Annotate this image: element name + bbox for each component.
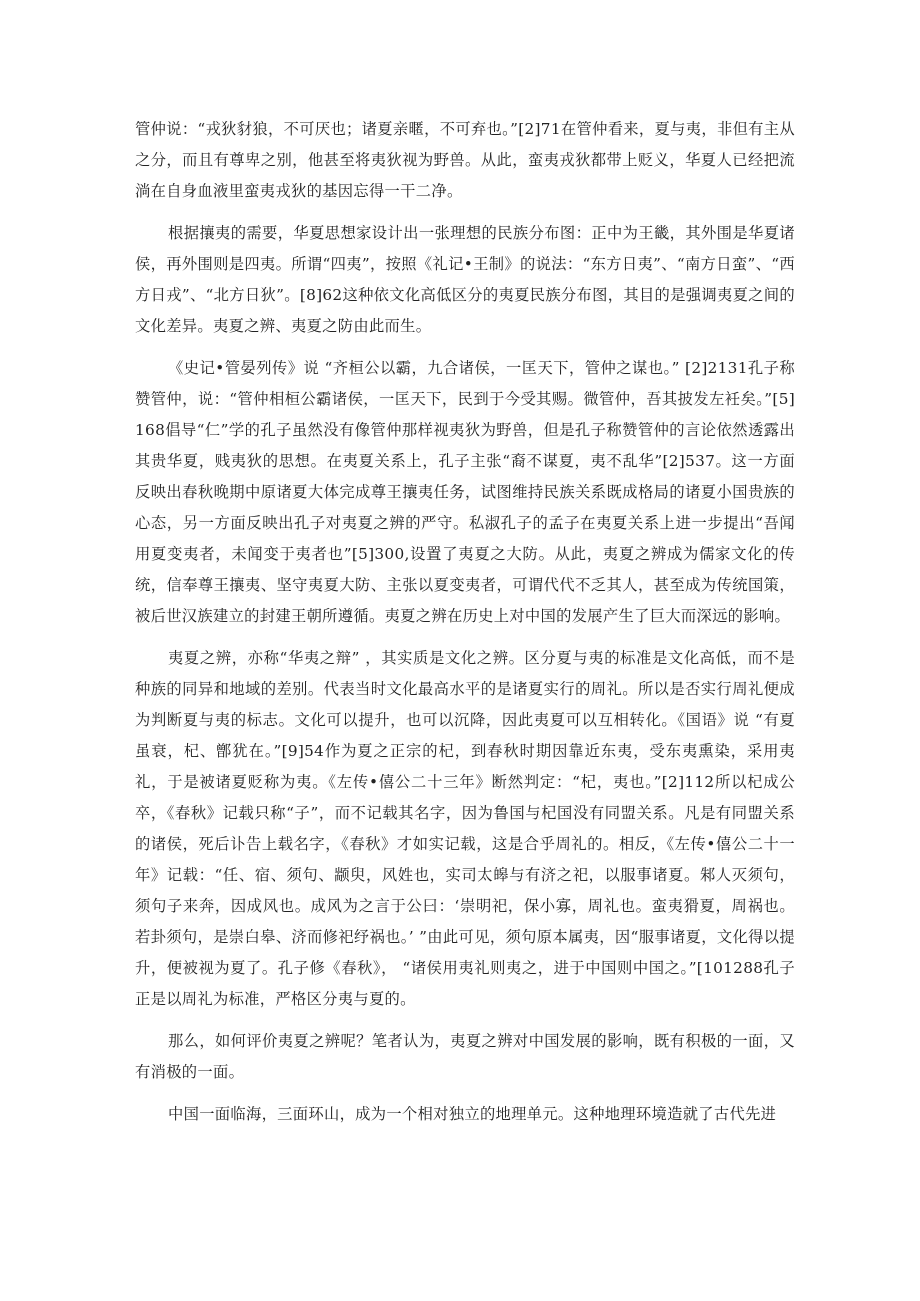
paragraph-confucius-guanzhong: 《史记•管晏列传》说 “齐桓公以霸，九合诸侯，一匡天下，管仲之谋也。” [2]2131孔子称赞管仲，说：“管仲相桓公霸诸侯，一匡天下，民到于今受其赐。微管仲，吾其披发左衽矣。”[5]168倡导“仁”学的孔子虽然没有像管仲那样视夷狄为野兽，但是孔子称赞管仲的言论依然透露出其贵华夏，贱夷狄的思想。在夷夏关系上，孔子主张“裔不谋夏，夷不乱华”[2]537。这一方面反映出春秋晚期中原诸夏大体完成尊王攘夷任务，试图维持民族关系既成格局的诸夏小国贵族的心态，另一方面反映出孔子对夷夏之辨的严守。私淑孔子的孟子在夷夏关系上进一步提出“吾闻用夏变夷者，未闻变于夷者也”[5]300,设置了夷夏之大防。从此，夷夏之辨成为儒家文化的传统，信奉尊王攘夷、坚守夷夏大防、主张以夏变夷者，可谓代代不乏其人，甚至成为传统国策，被后世汉族建立的封建王朝所遵循。夷夏之辨在历史上对中国的发展产生了巨大而深远的影响。 xyxy=(135,359,795,625)
paragraph-yixia-distinction: 夷夏之辨，亦称“华夷之辩” ，其实质是文化之辨。区分夏与夷的标准是文化高低，而不是种族的同异和地域的差别。代表当时文化最高水平的是诸夏实行的周礼。所以是否实行周礼便成为判断夏与夷的标志。文化可以提升，也可以沉降，因此夷夏可以互相转化。《国语》说 “有夏虽衰，杞、鄫犹在。”[9]54作为夏之正宗的杞，到春秋时期因靠近东夷，受东夷熏染，采用夷礼，于是被诸夏贬称为夷。《左传•僖公二十三年》断然判定：“杞，夷也。”[2]112所以杞成公卒，《春秋》记载只称“子”，而不记载其名字，因为鲁国与杞国没有同盟关系。凡是有同盟关系的诸侯，死后讣告上载名字，《春秋》才如实记载，这是合乎周礼的。相反，《左传•僖公二十一年》记载：“任、宿、须句、颛臾，风姓也，实司太皞与有济之祀，以服事诸夏。邾人灭须句，须句子来奔，因成风也。成风为之言于公曰：‘崇明祀，保小寡，周礼也。蛮夷猾夏，周祸也。若卦须句，是崇白皋、济而修祀纾祸也。’ ”由此可见，须句原本属夷，因“服事诸夏，文化得以提升，便被视为夏了。孔子修《春秋》， “诸侯用夷礼则夷之，进于中国则中国之。”[101288孔子正是以周礼为标准，严格区分夷与夏的。 xyxy=(135,649,795,1008)
paragraph-geography: 中国一面临海，三面环山，成为一个相对独立的地理单元。这种地理环境造就了古代先进 xyxy=(168,1105,777,1123)
paragraph-ethnic-map: 根据攘夷的需要，华夏思想家设计出一张理想的民族分布图：正中为王畿，其外围是华夏诸侯，再外围则是四夷。所谓“四夷”，按照《礼记•王制》的说法：“东方日夷”、“南方日蛮”、“西方日戎”、“北方日狄”。[8]62这种依文化高低区分的夷夏民族分布图，其目的是强调夷夏之间的文化差异。夷夏之辨、夷夏之防由此而生。 xyxy=(135,224,795,335)
document-page xyxy=(135,114,795,1141)
paragraph-evaluation: 那么，如何评价夷夏之辨呢？笔者认为，夷夏之辨对中国发展的影响，既有积极的一面，又有消极的一面。 xyxy=(135,1032,795,1081)
paragraph-guanzhong-quote: 管仲说：“戎狄豺狼，不可厌也；诸夏亲暱，不可弃也。”[2]71在管仲看来，夏与夷，非但有主从之分，而且有尊卑之别，他甚至将夷狄视为野兽。从此，蛮夷戎狄都带上贬义，华夏人已经把流淌在自身血液里蛮夷戎狄的基因忘得一干二净。 xyxy=(135,120,795,200)
